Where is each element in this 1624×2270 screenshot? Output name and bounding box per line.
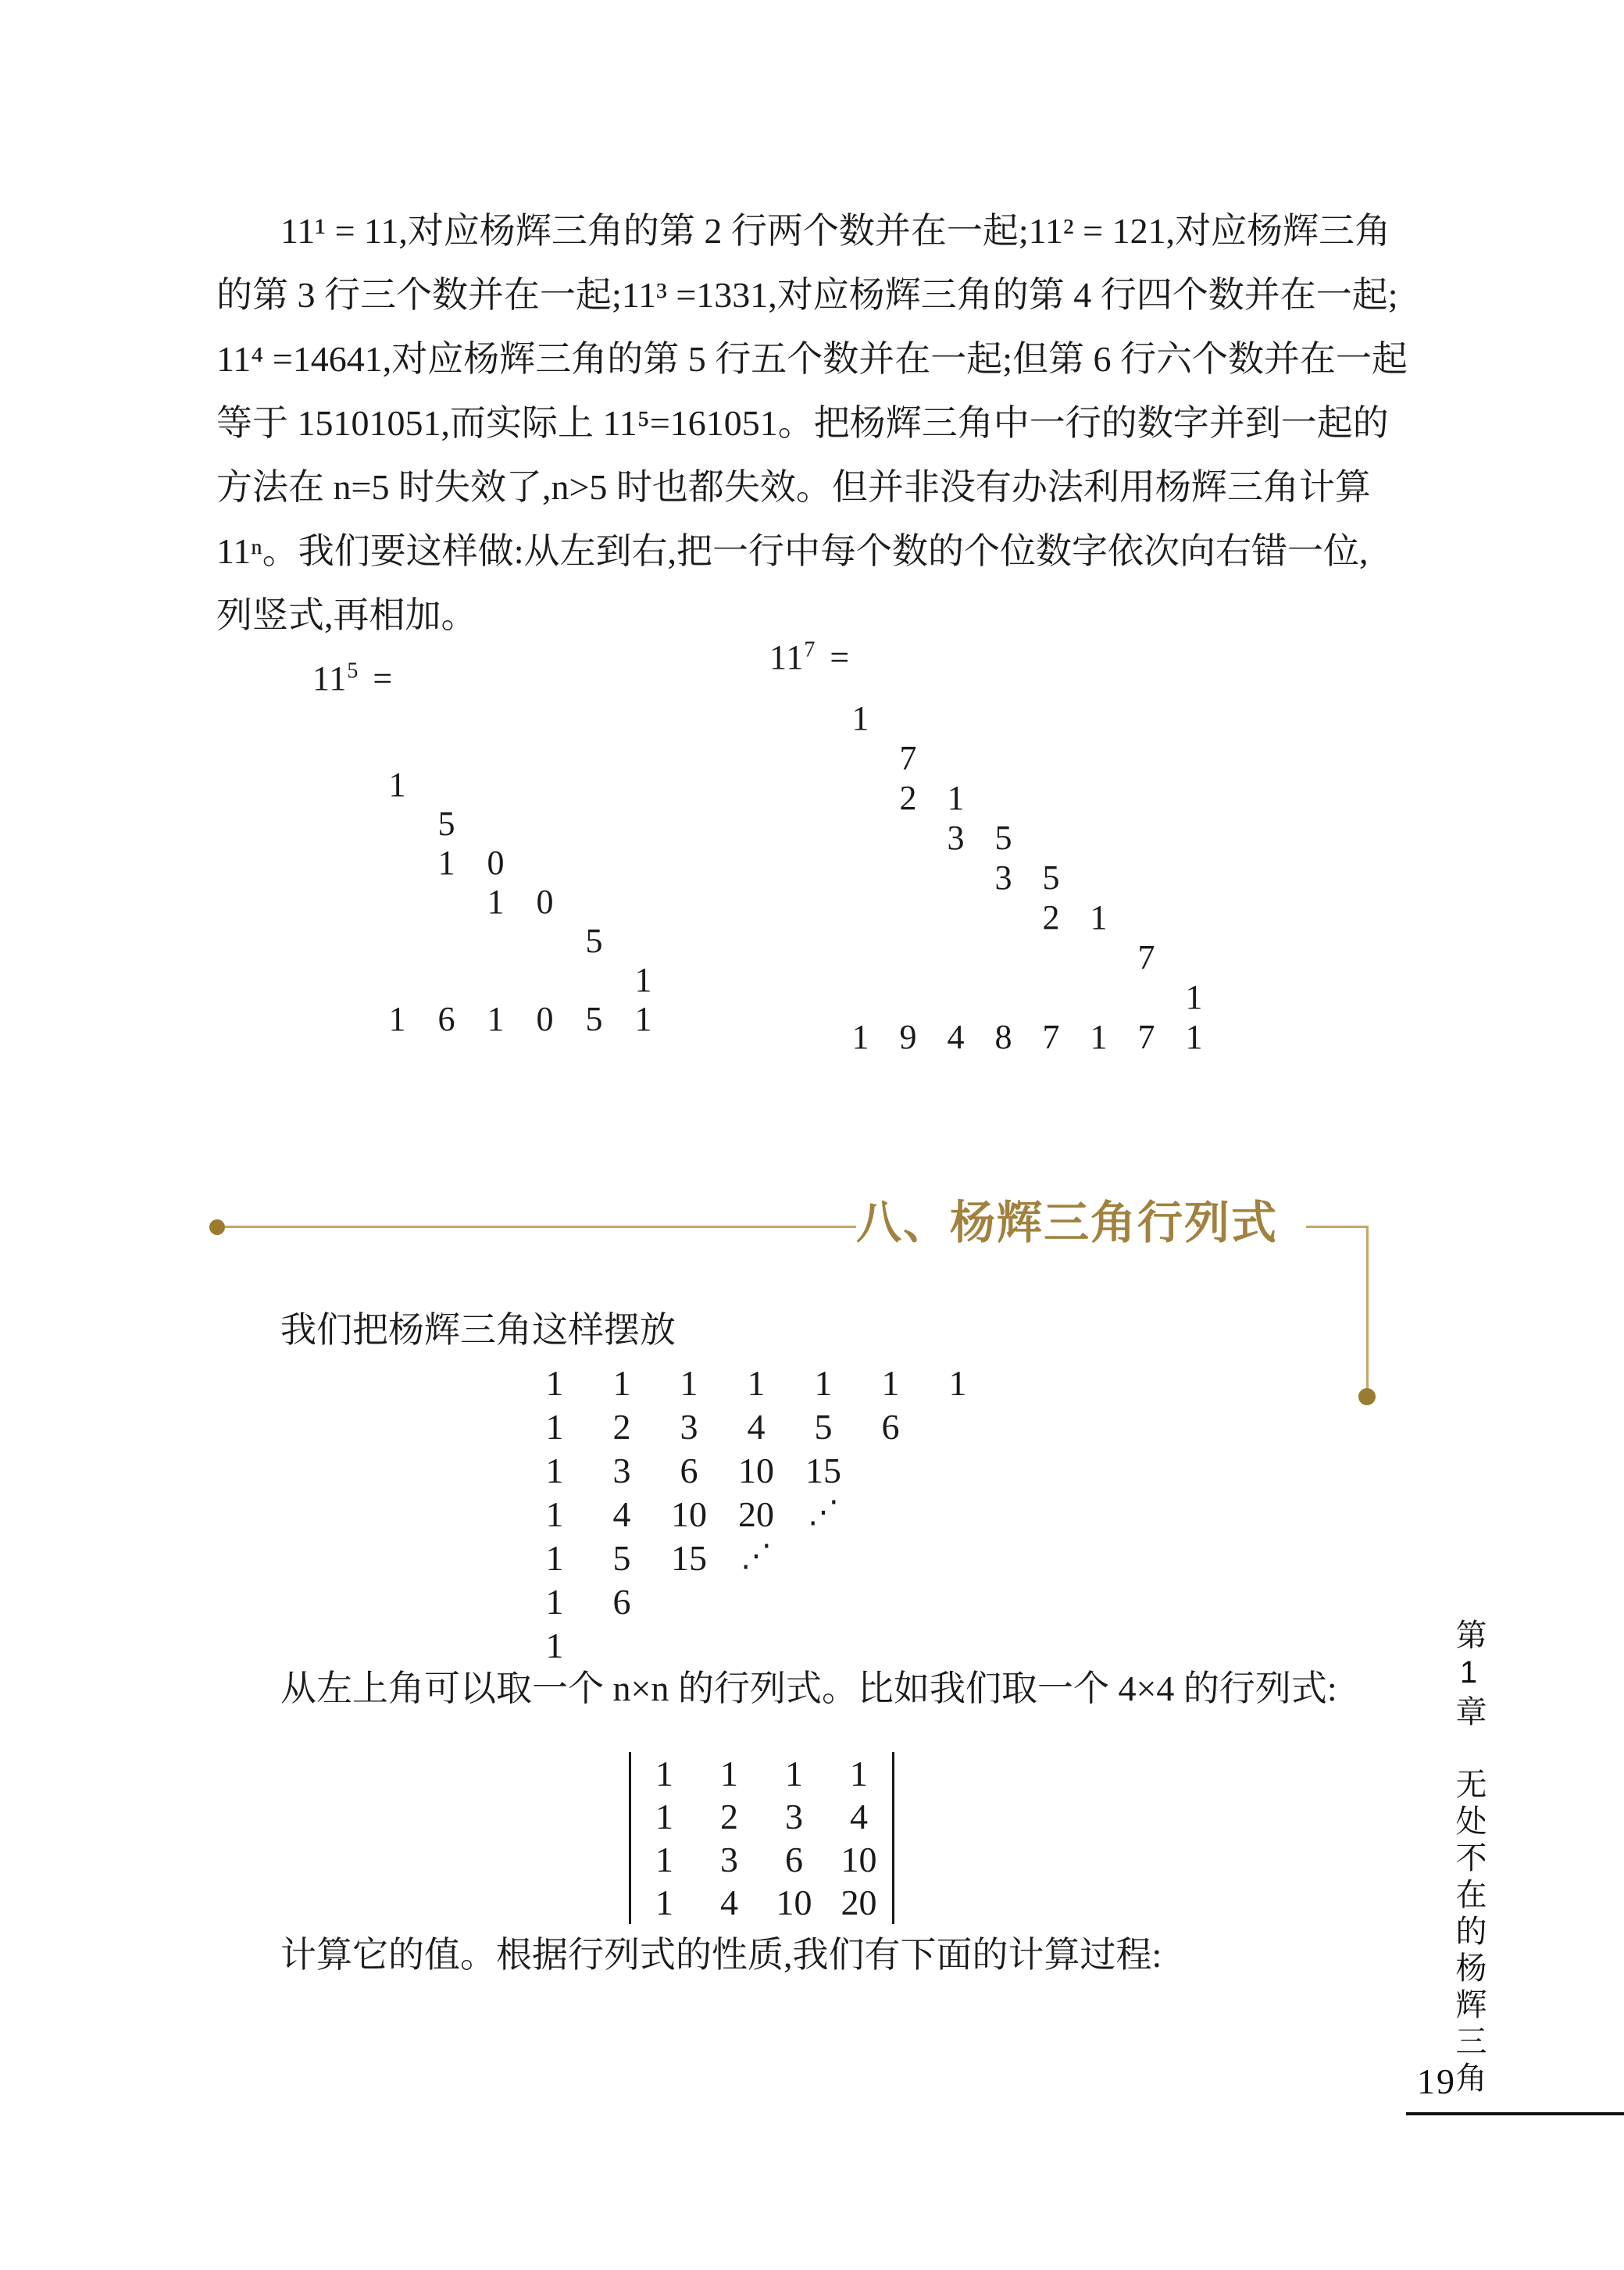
power-11-5-label: [312, 659, 394, 698]
paragraph-line: 的第 3 行三个数并在一起;11³ =1331,对应杨辉三角的第 4 行四个数并在一起;: [216, 275, 1398, 315]
digit-cell: 20: [841, 1883, 877, 1922]
heading-left-bullet-icon: [209, 1219, 225, 1235]
digit-cell: 5: [814, 1406, 833, 1447]
digit-cell: 1: [388, 999, 406, 1038]
digit-cell: 1: [545, 1362, 564, 1403]
digit-cell: 0: [536, 882, 554, 921]
power-11-7-column-addition: [837, 698, 1218, 1057]
digit-cell: 6: [785, 1840, 803, 1879]
digit-cell: 3: [785, 1797, 803, 1836]
digit-cell: 4: [850, 1797, 868, 1836]
digit-cell: 10: [738, 1450, 774, 1490]
digit-cell: 6: [680, 1450, 698, 1490]
digit-cell: 1: [655, 1840, 673, 1879]
digit-cell: 5: [1042, 858, 1060, 897]
digit-cell: 1: [947, 779, 965, 817]
digit-cell: 1: [655, 1797, 673, 1836]
digit-cell: 1: [851, 1018, 869, 1056]
paragraph-line: 11⁴ =14641,对应杨辉三角的第 5 行五个数并在一起;但第 6 行六个数并在一起: [216, 339, 1408, 379]
digit-cell: 5: [585, 921, 603, 960]
digit-cell: 5: [612, 1537, 631, 1578]
chapter-number: 第1章: [1451, 1619, 1486, 1732]
digit-cell: 1: [881, 1362, 900, 1403]
digit-cell: 1: [545, 1537, 564, 1578]
digit-cell: 1: [545, 1450, 564, 1490]
digit-cell: 3: [720, 1840, 738, 1879]
digit-cell: 1: [1185, 978, 1203, 1016]
chapter-sidebar: [1447, 1619, 1491, 2098]
heading-corner-rule: [1366, 1226, 1369, 1391]
heading-right-rule: [1306, 1226, 1369, 1228]
paragraph-line: 11ⁿ。我们要这样做:从左到右,把一行中每个数的个位数字依次向右错一位,: [216, 531, 1369, 571]
digit-cell: 1: [612, 1362, 631, 1403]
digit-cell: 2: [720, 1797, 738, 1836]
power-11-5-column-addition: [373, 765, 668, 1038]
digit-cell: 2: [1042, 898, 1060, 937]
paragraph-arrange-triangle: 我们把杨辉三角这样摆放: [280, 1310, 676, 1350]
footer-rule: [1406, 2112, 1624, 2115]
digit-cell: 5: [585, 999, 603, 1038]
digit-cell: 9: [899, 1018, 917, 1056]
digit-cell: 2: [612, 1406, 631, 1447]
paragraph-line: 等于 15101051,而实际上 11⁵=161051。把杨辉三角中一行的数字并到一起的: [216, 403, 1389, 443]
digit-cell: 1: [634, 999, 652, 1038]
digit-cell: 15: [805, 1450, 841, 1490]
digit-cell: 1: [680, 1362, 698, 1403]
digit-cell: 3: [994, 858, 1012, 897]
digit-cell: 1: [851, 699, 869, 737]
digit-cell: 1: [747, 1362, 766, 1403]
digit-cell: 1: [545, 1625, 564, 1665]
power-base: 11: [312, 659, 348, 698]
power-exponent: 7: [804, 637, 816, 662]
digit-cell: 5: [437, 804, 455, 843]
digit-cell: 3: [612, 1450, 631, 1490]
heading-bottom-bullet-icon: [1358, 1388, 1376, 1405]
digit-cell: 1: [1185, 1018, 1203, 1056]
page-number: 19: [1417, 2061, 1456, 2101]
paragraph-pascal-powers-of-11: [216, 199, 1408, 648]
digit-cell: 3: [680, 1406, 698, 1447]
digit-cell: 15: [671, 1537, 707, 1578]
digit-cell: 1: [1090, 1018, 1108, 1056]
digit-cell: 4: [720, 1883, 738, 1922]
digit-cell: 7: [1042, 1018, 1060, 1056]
chapter-title: 无处不在的杨辉三角: [1451, 1768, 1486, 2098]
digit-cell: 6: [437, 999, 455, 1038]
section-heading: 八、杨辉三角行列式: [856, 1197, 1279, 1248]
left-justified-pascal-triangle: [521, 1361, 991, 1667]
digit-cell: 1: [487, 999, 505, 1038]
equals-sign: =: [373, 659, 394, 698]
determinant-4x4: [629, 1752, 894, 1924]
digit-cell: 4: [747, 1406, 766, 1447]
digit-cell: 1: [545, 1581, 564, 1622]
power-11-7-label: [769, 637, 851, 676]
digit-cell: 1: [655, 1883, 673, 1922]
digit-cell: 7: [899, 739, 917, 777]
digit-cell: 7: [1137, 938, 1155, 976]
digit-cell: 10: [841, 1840, 877, 1879]
digit-cell: 1: [655, 1754, 673, 1794]
diagonal-ellipsis: ⋰: [741, 1537, 772, 1573]
digit-cell: 20: [738, 1494, 774, 1534]
digit-cell: 5: [994, 819, 1012, 857]
digit-cell: 4: [947, 1018, 965, 1056]
power-base: 11: [769, 638, 805, 676]
digit-cell: 7: [1137, 1018, 1155, 1056]
digit-cell: 1: [487, 882, 505, 921]
digit-cell: 1: [634, 960, 652, 999]
heading-left-rule: [225, 1226, 856, 1228]
paragraph-line: 11¹ = 11,对应杨辉三角的第 2 行两个数并在一起;11² = 121,对应杨辉三角: [280, 211, 1391, 251]
digit-cell: 1: [1090, 898, 1108, 937]
paragraph-line: 方法在 n=5 时失效了,n>5 时也都失效。但并非没有办法利用杨辉三角计算: [216, 467, 1371, 507]
digit-cell: 4: [612, 1494, 631, 1534]
digit-cell: 1: [948, 1362, 967, 1403]
digit-cell: 10: [776, 1883, 812, 1922]
digit-cell: 1: [437, 843, 455, 882]
digit-cell: 3: [947, 819, 965, 857]
digit-cell: 10: [671, 1494, 707, 1534]
paragraph-take-determinant: 从左上角可以取一个 n×n 的行列式。比如我们取一个 4×4 的行列式:: [280, 1669, 1337, 1708]
digit-cell: 8: [994, 1018, 1012, 1056]
digit-cell: 1: [785, 1754, 803, 1794]
digit-cell: 1: [545, 1494, 564, 1534]
digit-cell: 1: [814, 1362, 833, 1403]
power-exponent: 5: [347, 659, 359, 683]
digit-cell: 2: [899, 779, 917, 817]
digit-cell: 6: [612, 1581, 631, 1622]
digit-cell: 1: [545, 1406, 564, 1447]
digit-cell: 1: [850, 1754, 868, 1794]
digit-cell: 1: [388, 765, 406, 804]
digit-cell: 0: [536, 999, 554, 1038]
digit-cell: 1: [720, 1754, 738, 1794]
digit-cell: 6: [881, 1406, 900, 1447]
paragraph-compute-value: 计算它的值。根据行列式的性质,我们有下面的计算过程:: [280, 1935, 1162, 1975]
digit-cell: 0: [487, 843, 505, 882]
paragraph-line: 列竖式,再相加。: [216, 595, 477, 635]
equals-sign: =: [830, 638, 851, 676]
diagonal-ellipsis: ⋰: [808, 1494, 839, 1529]
